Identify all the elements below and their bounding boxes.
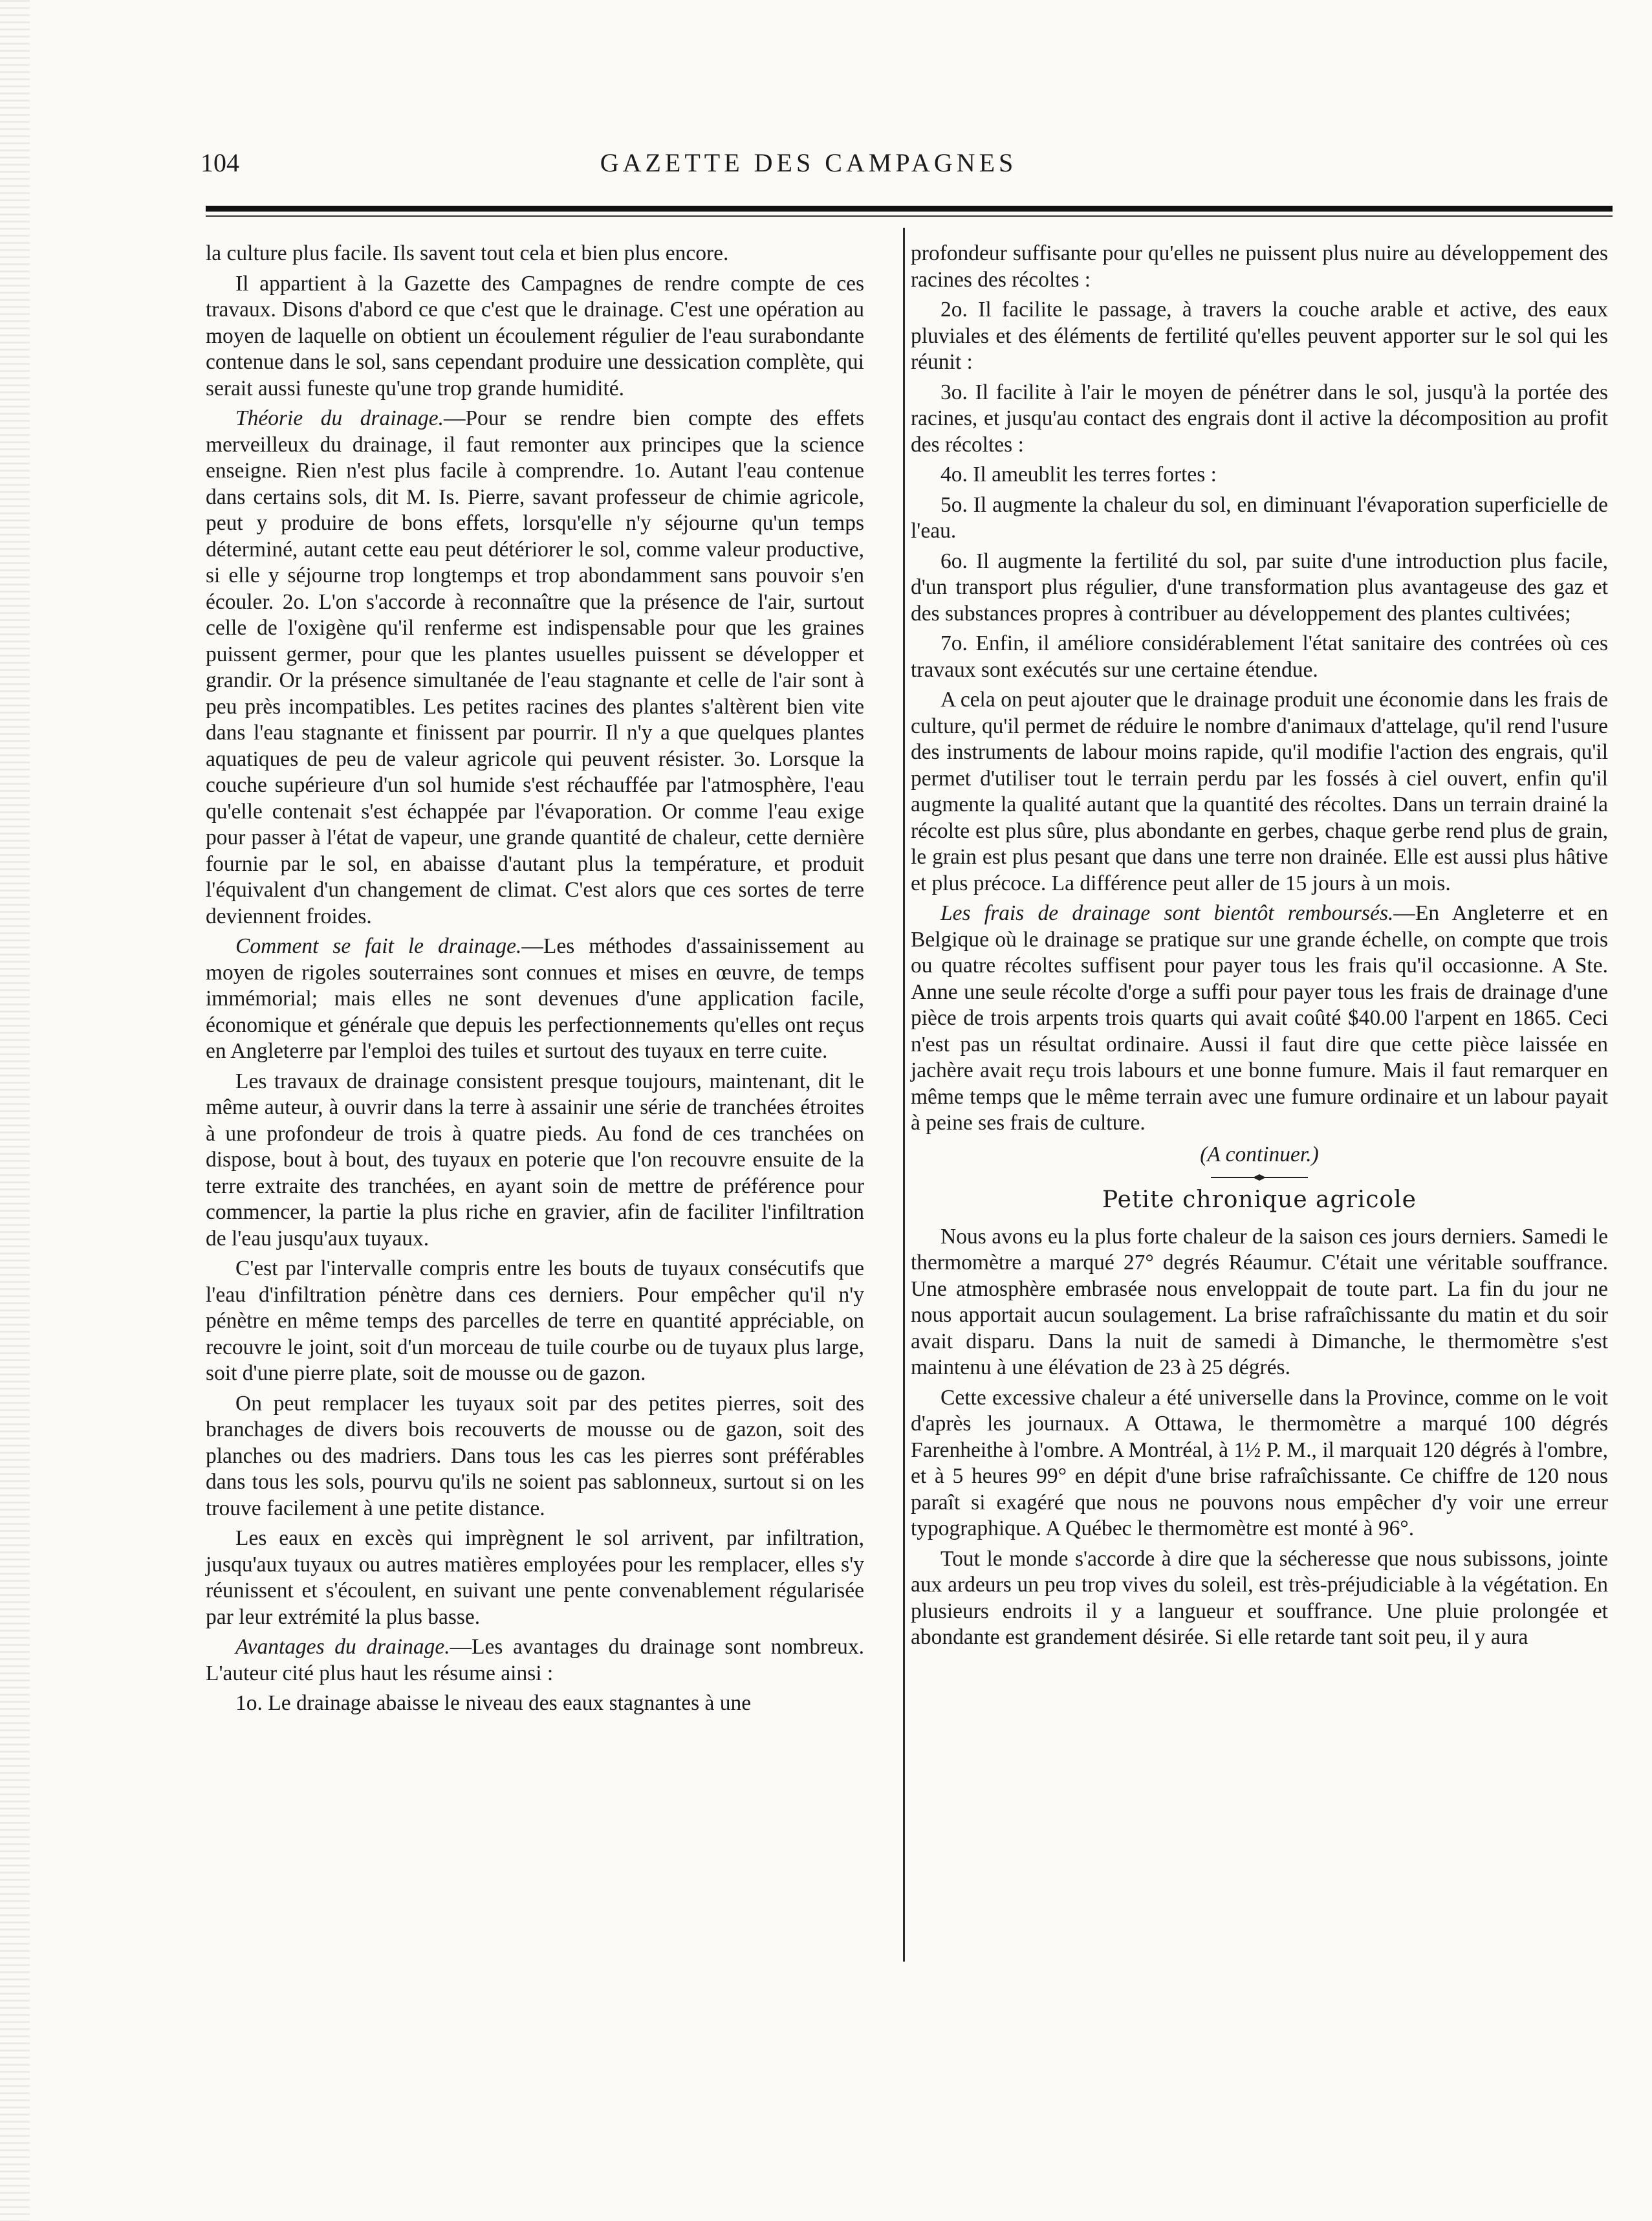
paragraph (911, 1546, 1608, 1651)
paragraph (206, 406, 864, 930)
page-number: 104 (201, 148, 239, 177)
paragraph (911, 297, 1608, 376)
paragraph-text: A cela on peut ajouter que le drainage produit une économie dans les frais de culture, qu'il permet de réduire le nombre d'animaux d'attelage, qu'il rend l'usure des instruments de labour moins rapide, qu'il modifie l'action des engrais, qu'il permet d'utiliser tout le terrain perdu par les fossés à ciel ouvert, enfin qu'il augmente la qualité autant que la quantité des récoltes. Dans un terrain drainé la récolte est plus sûre, plus abondante en gerbes, chaque gerbe rend plus de grain, le grain est plus pesant que dans une terre non drainée. Elle est aussi plus hâtive et plus précoce. La différence peut aller de 15 jours à un mois. (911, 688, 1608, 895)
paragraph-text: On peut remplacer les tuyaux soit par des petites pierres, soit des branchages de divers bois recouverts de mousse ou de gazon, soit des planches ou des madriers. Dans tous les cas les pierres sont préférables dans tous les sols, pourvu qu'ils ne soient pas sablonneux, surtout si on les trouve facilement à une petite distance. (206, 1391, 864, 1520)
paragraph (206, 1069, 864, 1253)
paragraph-subhead: Comment se fait le drainage. (235, 934, 522, 958)
paragraph (911, 462, 1608, 488)
paragraph-text: Cette excessive chaleur a été universelle dans la Province, comme on le voit d'après les journaux. A Ottawa, le thermomètre a marqué 100 dégrés Farenheithe à l'ombre. A Montréal, à 1½ P. M., il marquait 120 dégrés à l'ombre, et à 5 heures 99° en dépit d'une brise rafraîchissante. Ce chiffre de 120 nous paraît si exagéré que nous ne pouvons nous empêcher d'y voir une erreur typographique. A Québec le thermomètre est monté à 96°. (911, 1385, 1608, 1540)
paragraph-text: Tout le monde s'accorde à dire que la sécheresse que nous subissons, jointe aux ardeurs un peu trop vives du soleil, est très-préjudiciable à la végétation. En plusieurs endroits il y a langueur et souffrance. Une pluie prolongée et abondante est grandement désirée. Si elle retarde tant soit peu, il y aura (911, 1546, 1608, 1649)
paragraph-text: 7o. Enfin, il améliore considérablement l'état sanitaire des contrées où ces travaux sont exécutés sur une certaine étendue. (911, 631, 1608, 682)
paragraph-subhead: Les frais de drainage sont bientôt remboursés. (940, 901, 1394, 925)
chronique-article (911, 1224, 1608, 1651)
column-divider (903, 228, 905, 1962)
header-rule-thin (206, 215, 1613, 217)
paragraph (911, 492, 1608, 545)
paragraph-text: la culture plus facile. Ils savent tout cela et bien plus encore. (206, 241, 729, 265)
right-column (911, 241, 1608, 1655)
paragraph (911, 901, 1608, 1137)
paragraph-text: Nous avons eu la plus forte chaleur de la saison ces jours derniers. Samedi le thermomètre a marqué 27° degrés Réaumur. C'était une véritable souffrance. Une atmosphère embrasée nous enveloppait de toute part. La fin du jour ne nous apportait aucun soulagement. La brise rafraîchissante du matin et du soir avait disparu. Dans la nuit de samedi à Dimanche, le thermomètre s'est maintenu à une élévation de 23 à 25 dégrés. (911, 1224, 1608, 1379)
left-column (206, 241, 864, 1721)
paragraph (911, 687, 1608, 897)
paragraph-text: 2o. Il facilite le passage, à travers la couche arable et active, des eaux pluviales et des éléments de fertilité qu'elles peuvent apporter sur le sol qui les réunit : (911, 298, 1608, 374)
paragraph (206, 1634, 864, 1687)
paragraph (206, 1391, 864, 1522)
paragraph-text: 4o. Il ameublit les terres fortes : (940, 463, 1217, 487)
paragraph-text: Les eaux en excès qui imprègnent le sol arrivent, par infiltration, jusqu'aux tuyaux ou autres matières employées pour les remplacer, elles s'y réunissent et s'écoulent, en suivant une pente convenablement régularisée par leur extrémité la plus basse. (206, 1526, 864, 1629)
paragraph-text: 1o. Le drainage abaisse le niveau des eaux stagnantes à une (235, 1691, 752, 1715)
paragraph-text: —Pour se rendre bien compte des effets merveilleux du drainage, il faut remonter aux principes que la science enseigne. Rien n'est plus facile à comprendre. 1o. Autant l'eau contenue dans certains sols, dit M. Is. Pierre, savant professeur de chimie agricole, peut y produire de bons effets, lorsqu'elle n'y séjourne qu'un temps déterminé, autant cette eau peut détériorer le sol, comme valeur productive, si elle y séjourne trop longtemps et trop abondamment sans pouvoir s'en écouler. 2o. L'on s'accorde à reconnaître que la présence de l'air, surtout celle de l'oxigène qu'il renferme est indispensable pour que les graines puissent germer, pour que les plantes usuelles puissent se développer et grandir. Or la présence simultanée de l'eau stagnante et celle de l'air sont à peu près incompatibles. Les petites racines des plantes s'altèrent bien vite dans l'eau stagnante et finissent par pourrir. Il n'y a que quelques plantes aquatiques de peu de valeur agricole qui peuvent résister. 3o. Lorsque la couche supérieure d'un sol humide s'est réchauffée par l'atmosphère, l'eau qu'elle contenait s'est échappée par l'évaporation. Or comme l'eau exige pour passer à l'état de vapeur, une grande quantité de chaleur, cette dernière fournie par le sol, en abaisse d'autant plus la température, et produit l'équivalent d'un changement de climat. C'est alors que ces sortes de terre deviennent froides. (206, 406, 864, 928)
paragraph (911, 380, 1608, 459)
paragraph-text: 3o. Il facilite à l'air le moyen de pénétrer dans le sol, jusqu'à la portée des racines, et jusqu'au contact des engrais dont il active la décomposition au profit des récoltes : (911, 380, 1608, 457)
right-column-article (911, 241, 1608, 1137)
paragraph-subhead: Théorie du drainage. (235, 406, 444, 430)
paragraph (206, 934, 864, 1065)
page-header (201, 148, 1417, 186)
paragraph (206, 1526, 864, 1630)
header-rule-thick (206, 206, 1613, 212)
section-title-chronique: Petite chronique agricole (1102, 1187, 1417, 1213)
paragraph-text: C'est par l'intervalle compris entre les bouts de tuyaux consécutifs que l'eau d'infiltration pénètre dans ces derniers. Pour empêcher qu'il n'y pénètre en même temps des parcelles de terre en quantité appréciable, on recouvre le joint, soit d'un morceau de tuile courbe ou de tuyaux plus large, soit d'une pierre plate, soit de mousse ou de gazon. (206, 1256, 864, 1385)
paragraph (206, 271, 864, 402)
continued-note: (A continuer.) (1200, 1142, 1319, 1166)
paragraph (911, 549, 1608, 628)
divider-ornament (1211, 1174, 1308, 1181)
paragraph-text: 6o. Il augmente la fertilité du sol, par suite d'une introduction plus facile, d'un transport plus régulier, d'une transformation plus avantageuse des gaz et des substances propres à contribuer au développement des plantes cultivées; (911, 549, 1608, 626)
running-title: GAZETTE DES CAMPAGNES (600, 148, 1017, 177)
paragraph (206, 1256, 864, 1387)
paragraph (911, 631, 1608, 683)
paragraph (911, 241, 1608, 293)
paragraph (911, 1385, 1608, 1542)
paragraph-text: Les travaux de drainage consistent presque toujours, maintenant, dit le même auteur, à ouvrir dans la terre à assainir une série de tranchées étroites à une profondeur de trois à quatre pieds. Au fond de ces tranchées on dispose, bout à bout, des tuyaux en poterie que l'on recouvre ensuite de la terre extraite des tranchées, en ayant soin de mettre de préférence pour commencer, la partie la plus riche en gravier, afin de faciliter l'infiltration de l'eau jusqu'aux tuyaux. (206, 1069, 864, 1251)
paragraph-text: Il appartient à la Gazette des Campagnes de rendre compte de ces travaux. Disons d'abord ce que c'est que le drainage. C'est une opération au moyen de laquelle on obtient un écoulement régulier de l'eau surabondante contenue dans le sol, sans cependant produire une dessication complète, qui serait aussi funeste qu'une trop grande humidité. (206, 271, 864, 400)
paragraph-text: —Les avantages du drainage sont nombreux. L'auteur cité plus haut les résume ainsi : (206, 1635, 864, 1685)
paragraph-text: 5o. Il augmente la chaleur du sol, en diminuant l'évaporation superficielle de l'eau. (911, 492, 1608, 543)
paragraph-text: —En Angleterre et en Belgique où le drainage se pratique sur une grande échelle, on compte que trois ou quatre récoltes suffisent pour payer tous les frais qu'il occasionne. A Ste. Anne une seule récolte d'orge a suffi pour payer tous les frais de drainage d'une pièce de trois arpents trois quarts qui avait coûté $40.00 l'arpent en 1865. Ceci n'est pas un résultat ordinaire. Aussi il faut dire que cette pièce laissée en jachère avait reçu trois labours et une bonne fumure. Mais il faut remarquer en même temps que le même terrain avec une fumure ordinaire et un labour payait à peine ses frais de culture. (911, 901, 1608, 1135)
paragraph (206, 1690, 864, 1717)
paragraph-text: —Les méthodes d'assainissement au moyen de rigoles souterraines sont connues et mises en œuvre, de temps immémorial; mais elles ne sont devenues d'une application facile, économique et générale que depuis les perfectionnements qu'elles ont reçus en Angleterre par l'emploi des tuiles et surtout des tuyaux en terre cuite. (206, 934, 865, 1063)
paragraph (911, 1224, 1608, 1381)
paragraph-subhead: Avantages du drainage. (235, 1635, 450, 1659)
scan-edge-artifact (0, 0, 30, 2221)
paragraph-text: profondeur suffisante pour qu'elles ne puissent plus nuire au développement des racines des récoltes : (911, 241, 1608, 292)
paragraph (206, 241, 864, 267)
